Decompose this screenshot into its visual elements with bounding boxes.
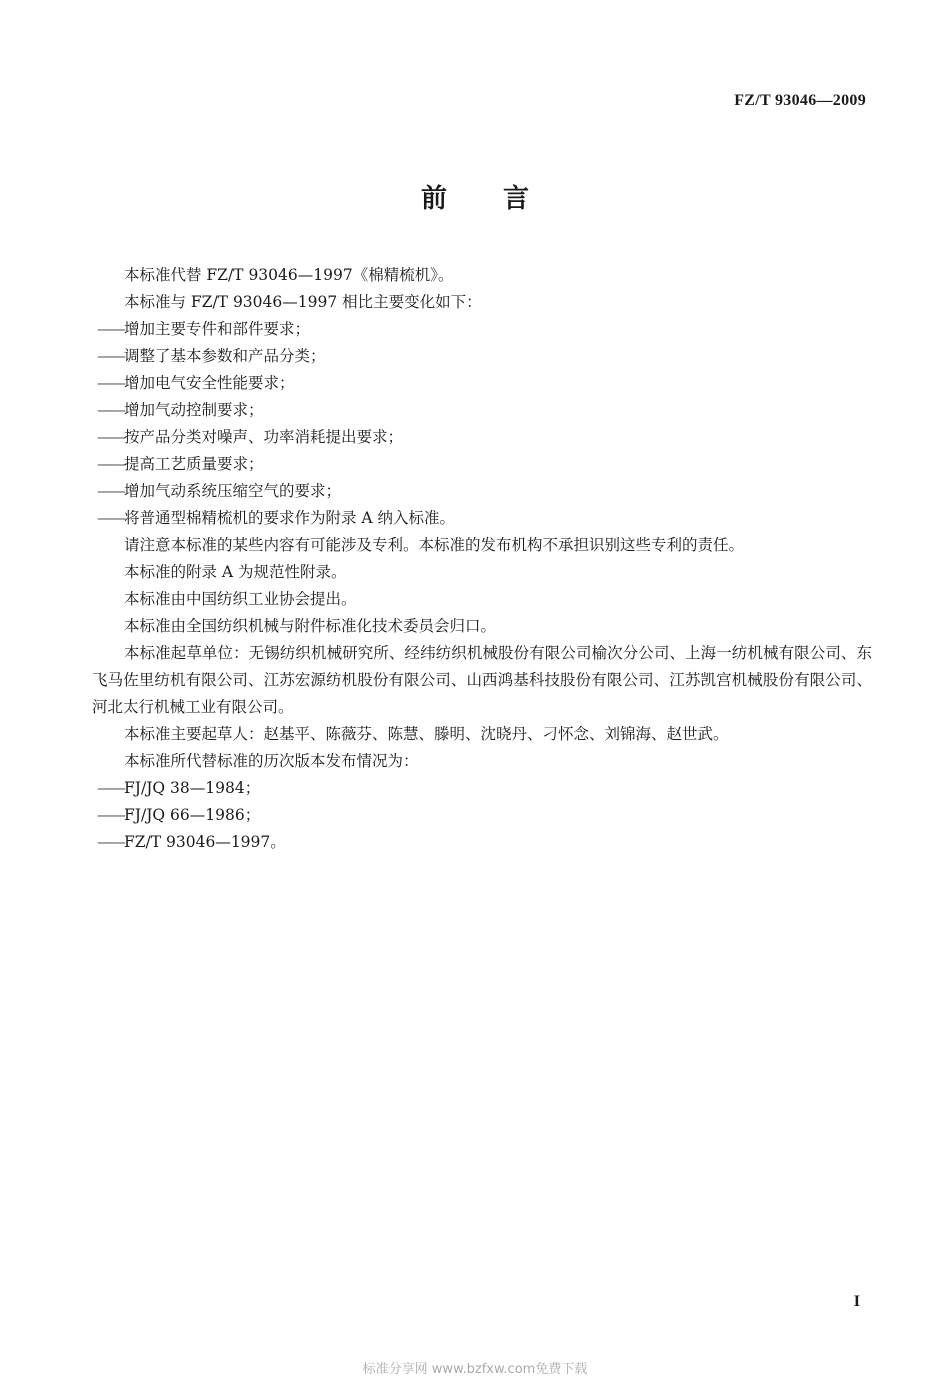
paragraph-history-intro: 本标准所代替标准的历次版本发布情况为： (124, 752, 419, 770)
paragraph-changes-intro: 本标准与 FZ/T 93046—1997 相比主要变化如下： (124, 293, 482, 311)
page-number: I (853, 1293, 860, 1310)
history-item: ——FZ/T 93046—1997。 (97, 833, 286, 851)
paragraph-replaces: 本标准代替 FZ/T 93046—1997《棉精梳机》。 (124, 266, 454, 284)
standard-code: FZ/T 93046—2009 (734, 92, 866, 109)
paragraph-proposer: 本标准由中国纺织工业协会提出。 (124, 590, 357, 608)
change-item: ——调整了基本参数和产品分类； (97, 347, 326, 365)
paragraph-drafters: 本标准主要起草人：赵基平、陈薇芬、陈慧、滕明、沈晓丹、刁怀念、刘锦海、赵世武。 (124, 725, 729, 743)
history-item: ——FJ/JQ 66—1986； (97, 806, 261, 824)
page-title: 前言 (420, 184, 585, 214)
change-item: ——增加气动控制要求； (97, 401, 264, 419)
paragraph-committee: 本标准由全国纺织机械与附件标准化技术委员会归口。 (124, 617, 497, 635)
paragraph-annex: 本标准的附录 A 为规范性附录。 (124, 563, 347, 581)
change-item: ——提高工艺质量要求； (97, 455, 264, 473)
footer-watermark: 标准分享网 www.bzfxw.com免费下载 (362, 1362, 588, 1377)
document-body (92, 262, 872, 856)
change-item: ——增加主要专件和部件要求； (97, 320, 311, 338)
change-item: ——增加气动系统压缩空气的要求； (97, 482, 342, 500)
change-item: ——按产品分类对噪声、功率消耗提出要求； (97, 428, 404, 446)
history-item: ——FJ/JQ 38—1984； (97, 779, 261, 797)
change-item: ——增加电气安全性能要求； (97, 374, 295, 392)
paragraph-patent-notice: 请注意本标准的某些内容有可能涉及专利。本标准的发布机构不承担识别这些专利的责任。 (124, 536, 745, 554)
paragraph-drafting-units: 本标准起草单位：无锡纺织机械研究所、经纬纺织机械股份有限公司榆次分公司、上海一纺机械有限公司、东飞马佐里纺机有限公司、江苏宏源纺机股份有限公司、山西鸿基科技股份有限公司、江苏凯宫机械股份有限公司、河北太行机械工业有限公司。 (92, 644, 872, 716)
change-item: ——将普通型棉精梳机的要求作为附录 A 纳入标准。 (97, 509, 456, 527)
